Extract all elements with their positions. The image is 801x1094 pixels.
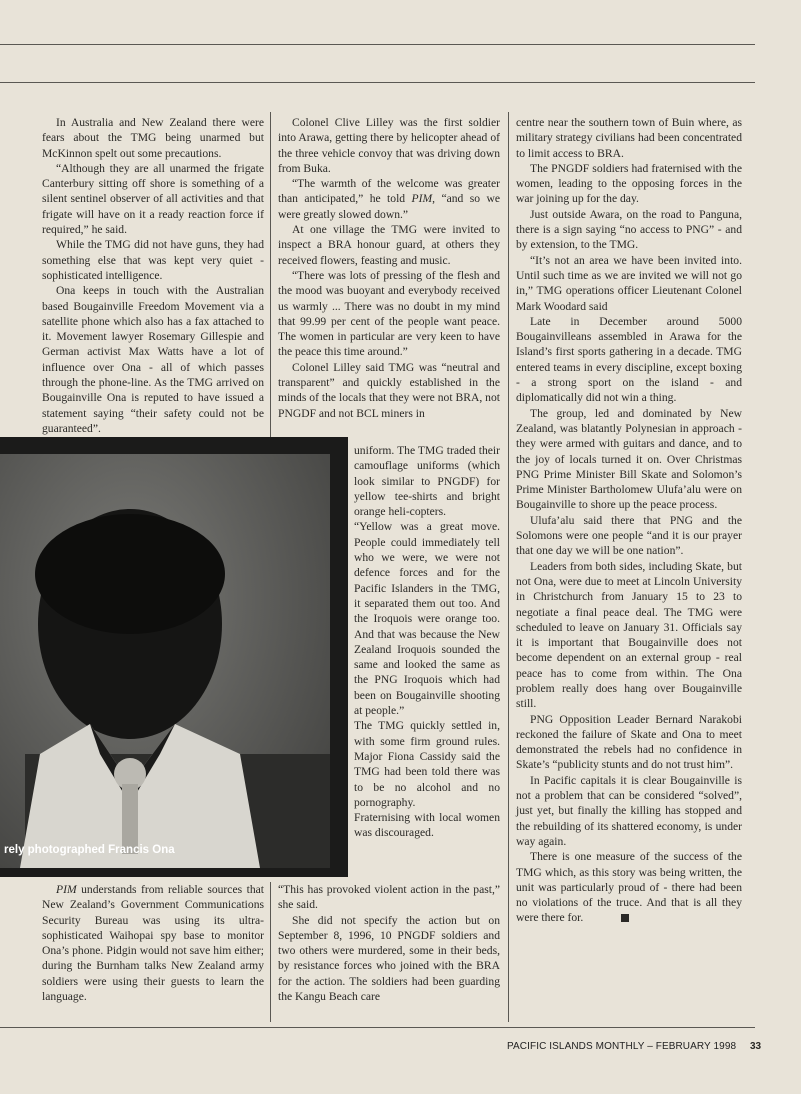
column-2-wrap [354, 443, 500, 841]
column-divider [270, 112, 271, 442]
paragraph: “There was lots of pressing of the flesh and the mood was buoyant and everybody received us warmly ... There was no doubt in my mind that 99.99 per cent of the people want peace. The women in particular are very keen to have the peace this time around.” [278, 268, 500, 359]
paragraph: Fraternising with local women was discouraged. [354, 811, 500, 840]
photo-image [0, 454, 330, 868]
paragraph: The PNGDF soldiers had fraternised with the women, leading to the opposing forces in the war joining up for the day. [516, 161, 742, 206]
paragraph: uniform. The TMG traded their camouflage uniforms (which look similar to PNGDF) for yellow tee-shirts and bright orange heli-copters. [354, 444, 500, 519]
paragraph: “Although they are all unarmed the frigate Canterbury sitting off shore is something of a silent sentinel observer of all activities and that frigate will have on it a ready reaction force if required,” he said. [42, 161, 264, 237]
paragraph-text: , “and so we were greatly slowed down.” [278, 192, 501, 221]
paragraph: While the TMG did not have guns, they had something else that was kept very quiet - sophisticated intelligence. [42, 238, 264, 282]
paragraph: Late in December around 5000 Bougainvilleans assembled in Arawa for the Island’s first sports gathering in a decade. TMG entered teams in every discipline, except boxing - a strong sport on the island - and diplomatically did not win a thing. [516, 314, 742, 405]
paragraph: centre near the southern town of Buin where, as military strategy civilians had been concentrated to limit access to BRA. [516, 116, 742, 160]
paragraph: In Pacific capitals it is clear Bougainville is not a problem that can be considered “solved”, just yet, but finally the killing has stopped and the rebuilding of its shattered economy, is under way again. [516, 773, 742, 848]
column-1-top [42, 115, 264, 436]
page-number: 33 [750, 1041, 762, 1052]
header-rule [0, 44, 755, 45]
paragraph-text: understands from reliable sources that New Zealand’s Government Communications Security Bureau was using its ultra-sophisticated Waihopai spy base to monitor Ona’s phone. Pidgin would not save him either; during the Burnham talks New Zealand army soldiers were using their guests to learn the language. [42, 883, 264, 1004]
column-divider [270, 882, 271, 1022]
paragraph: “It’s not an area we have been invited into. Until such time as we are invited we will not go in,” TMG operations officer Lieutenant Colonel Mark Woodard said [516, 253, 742, 313]
publication-footer: PACIFIC ISLANDS MONTHLY – FEBRUARY 1998 [507, 1041, 737, 1052]
paragraph: “Yellow was a great move. People could immediately tell who we were, we were not defence forces and for the Pacific Islanders in the TMG, it separated them out too. And the Iroquois were orange too. And that was because the New Zealand Iroquois sounded the same and looked the same as the PNG Iroquois which had been on Bougainville shooting at people.” [354, 520, 500, 718]
paragraph [42, 882, 264, 1004]
end-mark-icon [621, 914, 629, 922]
paragraph: Colonel Lilley said TMG was “neutral and transparent” and quickly established in the minds of the locals that they were not BRA, not PNGDF and not BCL miners in [278, 360, 500, 420]
pim-italic: PIM [56, 883, 77, 896]
paragraph: Leaders from both sides, including Skate, but not Ona, were due to meet at Lincoln University in Christchurch from January 15 to 23 to negotiate a final peace deal. The TMG were scheduled to leave on January 31. Officials say it is important that Bougainville does not become dependent on an external group - real peace has to come from within. The Ona problem really does hang over Bougainville still. [516, 559, 742, 711]
portrait-photo [0, 437, 348, 877]
paragraph: At one village the TMG were invited to inspect a BRA honour guard, at others they received flowers, feasting and music. [278, 223, 500, 267]
pim-italic: PIM [411, 192, 433, 206]
paragraph-text: “The warmth of the welcome was greater than anticipated,” he told [278, 177, 500, 206]
paragraph: In Australia and New Zealand there were fears about the TMG being unarmed but McKinnon spelt out some precautions. [42, 116, 264, 160]
paragraph: Colonel Clive Lilley was the first soldier into Arawa, getting there by helicopter ahead of the three vehicle convoy that was driving down from Buka. [278, 116, 500, 175]
paragraph: Ulufa’alu said there that PNG and the Solomons were one people “and it is our prayer that one day we will be one nation”. [516, 513, 742, 558]
column-2-top [278, 115, 500, 421]
paragraph: She did not specify the action but on September 8, 1996, 10 PNGDF soldiers and two others were murdered, some in their beds, by resistance forces who joined with the BRA for the action. The soldiers had been guarding the Kangu Beach care [278, 913, 500, 1004]
paragraph: Just outside Awara, on the road to Panguna, there is a sign saying “no access to PNG” - and by extension, to the TMG. [516, 207, 742, 252]
header-rule-2 [0, 82, 755, 83]
column-divider [508, 112, 509, 1022]
paragraph: The group, led and dominated by New Zealand, was blatantly Polynesian in approach - they were armed with guitars and dance, and to the joy of locals turned it on. Over Christmas PNG Prime Minister Bill Skate and Solomon’s Prime Minister Bartholomew Ulufa’alu were on Bougainville to shore up the peace process. [516, 406, 742, 512]
portrait-illustration [0, 454, 330, 868]
paragraph: “This has provoked violent action in the past,” she said. [278, 883, 500, 912]
paragraph [516, 849, 742, 925]
paragraph-text: There is one measure of the success of the TMG which, as this story was being written, the unit was particularly proud of - there had been no violations of the truce. And that is all they were there for. [516, 850, 742, 925]
paragraph: Ona keeps in touch with the Australian based Bougainville Freedom Movement via a satellite phone which also has a fax attached to it. Movement lawyer Rosemary Gillespie and German activist Max Watts have a lot of influence over Ona - all of which passes through the phone-line. As the TMG arrived on Bougainville Ona is reputed to have issued a statement saying “their safety could not be guaranteed”. [42, 284, 264, 435]
column-2-bottom [278, 882, 500, 1004]
photo-caption: rely photographed Francis Ona [4, 844, 175, 856]
paragraph: PNG Opposition Leader Bernard Narakobi reckoned the failure of Skate and Ona to meet demonstrated the rebels had no confidence in Skate’s “publicity stunts and do not trust him”. [516, 712, 742, 772]
paragraph [278, 176, 500, 222]
paragraph: The TMG quickly settled in, with some firm ground rules. Major Fiona Cassidy said the TMG had been told there was to be no alcohol and no pornography. [354, 719, 500, 809]
column-1-bottom [42, 882, 264, 1004]
column-3 [516, 115, 742, 926]
footer-rule [0, 1027, 755, 1028]
